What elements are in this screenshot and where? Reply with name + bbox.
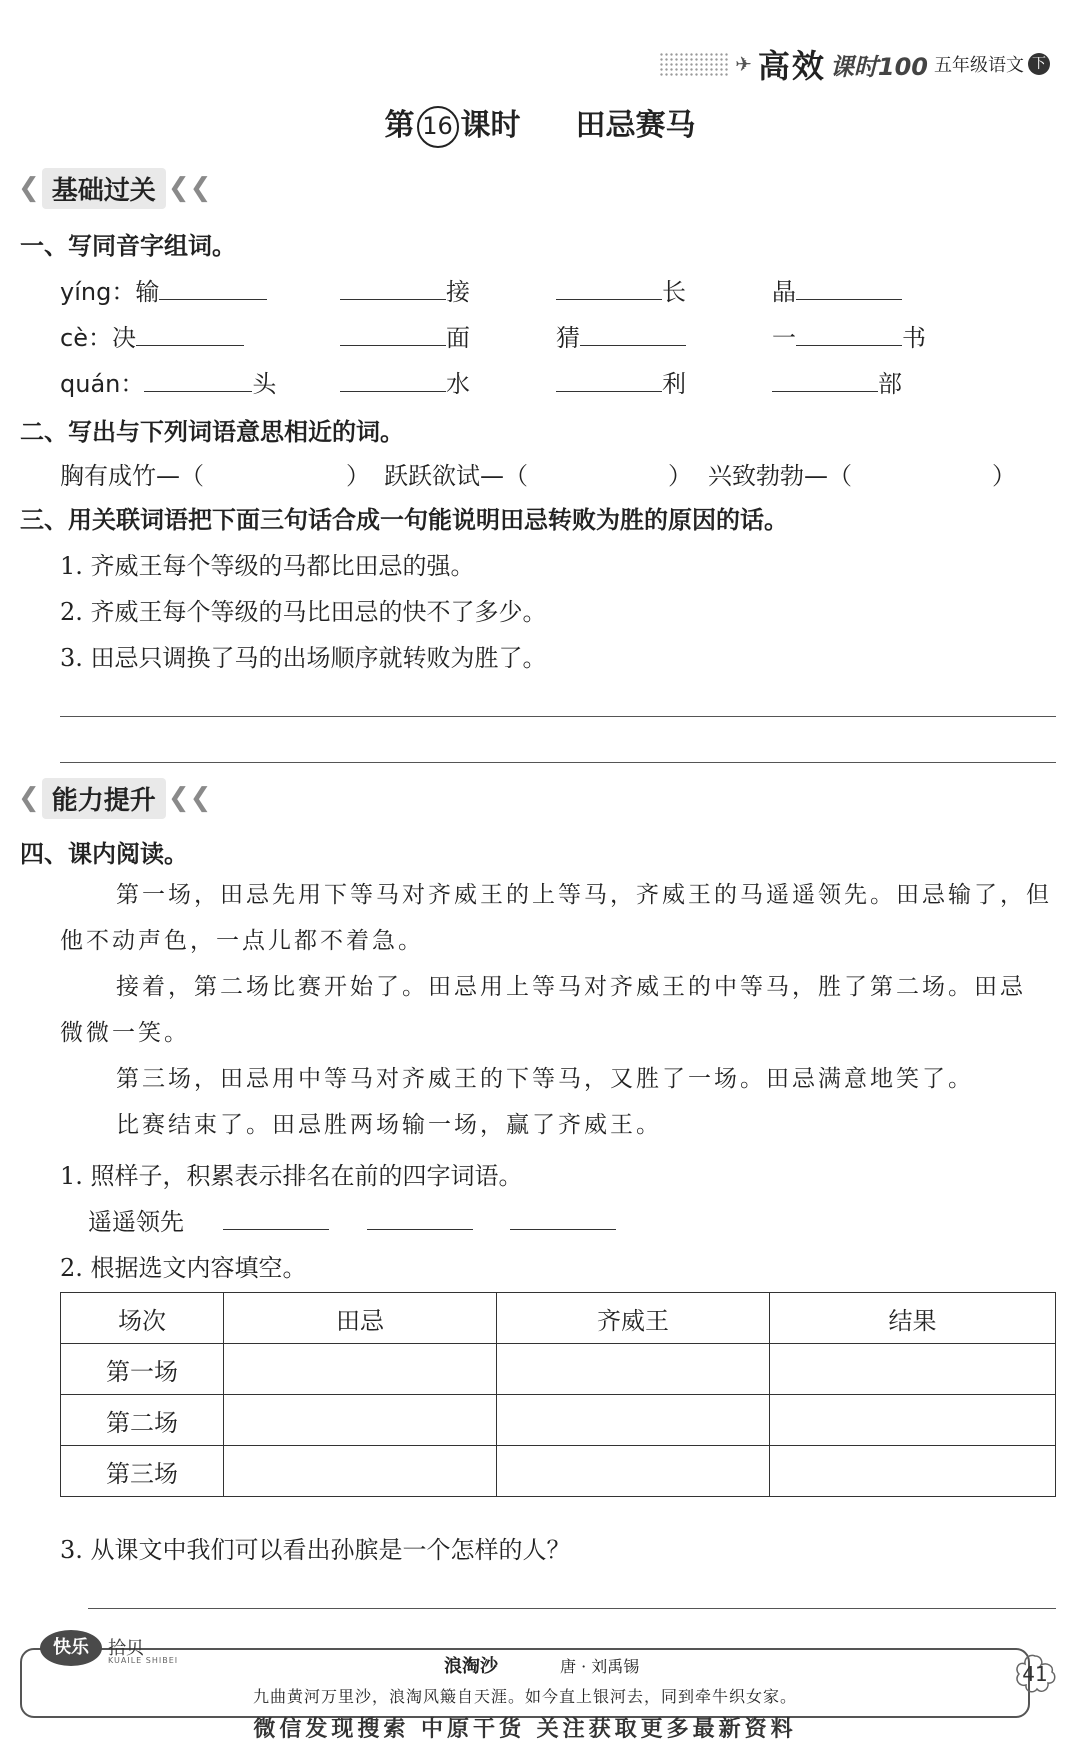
section-title: 基础过关: [42, 168, 166, 209]
question-title: 二、写出与下列词语意思相近的词。: [20, 418, 404, 446]
q1-cell: [772, 318, 926, 353]
synonym-prompt: 跃跃欲试—（: [384, 462, 528, 490]
fill-table: [60, 1292, 1056, 1497]
table-row: [61, 1344, 1056, 1395]
answer-line[interactable]: [60, 762, 1056, 763]
passage-line: 他不动声色，一点儿都不着急。: [60, 928, 424, 954]
sentence: 3. 田忌只调换了马的出场顺序就转败为胜了。: [60, 644, 547, 672]
round-label: 第三场: [61, 1446, 224, 1497]
synonym-item: [60, 456, 204, 491]
q1-cell: [556, 318, 686, 353]
blank[interactable]: [340, 319, 446, 346]
blank[interactable]: [796, 273, 902, 300]
poem-author: 唐 · 刘禹锡: [560, 1657, 640, 1676]
char: 一: [772, 324, 796, 352]
char: 书: [902, 324, 926, 352]
poem-title: 浪淘沙: [444, 1656, 498, 1677]
sub-question: 3. 从课文中我们可以看出孙膑是一个怎样的人？: [60, 1536, 571, 1564]
table-cell[interactable]: [224, 1395, 497, 1446]
q1-row-ying: [60, 272, 267, 307]
bird-icon: ✈: [735, 52, 752, 76]
table-cell[interactable]: [497, 1395, 770, 1446]
table-header: 齐威王: [497, 1293, 770, 1344]
table-cell[interactable]: [770, 1446, 1056, 1497]
question-title: 一、写同音字组词。: [20, 232, 236, 260]
shibei-label: 拾贝: [108, 1638, 144, 1659]
chevron-left-icon: ❮: [18, 783, 40, 813]
table-cell[interactable]: [497, 1446, 770, 1497]
blank[interactable]: [367, 1203, 473, 1230]
synonym-close: ）: [668, 462, 692, 490]
blank[interactable]: [136, 319, 244, 346]
q1-row-quan: [60, 364, 276, 399]
table-cell[interactable]: [224, 1344, 497, 1395]
q1-cell: [556, 364, 686, 399]
chevron-left-icon: ❮❮: [167, 783, 212, 813]
lesson-suffix: 课时: [460, 108, 521, 143]
q1-cell: [340, 318, 470, 353]
kuaile-badge: 快乐: [40, 1630, 102, 1666]
question-title: 四、课内阅读。: [20, 840, 188, 868]
table-row: [61, 1446, 1056, 1497]
section-banner-basic: [18, 166, 211, 210]
blank[interactable]: [223, 1203, 329, 1230]
passage-line: 比赛结束了。田忌胜两场输一场，赢了齐威王。: [116, 1112, 662, 1138]
table-row: [61, 1395, 1056, 1446]
table-cell[interactable]: [770, 1344, 1056, 1395]
table-header: 田忌: [224, 1293, 497, 1344]
sub-question: 2. 根据选文内容填空。: [60, 1254, 307, 1282]
char: 接: [446, 278, 470, 306]
shibei-en-label: KUAILE SHIBEI: [108, 1656, 179, 1665]
char: 部: [878, 370, 902, 398]
chevron-left-icon: ❮❮: [167, 173, 212, 203]
lesson-prefix: 第: [384, 108, 415, 143]
volume-badge: 下: [1028, 53, 1050, 75]
char: 面: [446, 324, 470, 352]
sentence: 1. 齐威王每个等级的马都比田忌的强。: [60, 552, 475, 580]
brand-main: 高效: [757, 47, 826, 85]
passage-line: 接着，第二场比赛开始了。田忌用上等马对齐威王的中等马，胜了第二场。田忌: [116, 974, 1026, 1000]
lesson-number: 16: [417, 106, 459, 148]
example-row: [88, 1202, 616, 1237]
synonym-item: [708, 456, 852, 491]
example-word: 遥遥领先: [88, 1208, 184, 1236]
round-label: 第二场: [61, 1395, 224, 1446]
lesson-title: [0, 100, 1080, 148]
section-banner-advance: [18, 776, 211, 820]
passage-line: 第三场，田忌用中等马对齐威王的下等马，又胜了一场。田忌满意地笑了。: [116, 1066, 974, 1092]
pinyin-label: cè：: [60, 324, 112, 352]
watermark-text: 微信发现搜索 中原干货 关注获取更多最新资料: [253, 1716, 797, 1742]
table-header: 结果: [770, 1293, 1056, 1344]
char: 水: [446, 370, 470, 398]
header-brand: [659, 44, 1050, 84]
q1-row-ce: [60, 318, 244, 353]
char: 利: [662, 370, 686, 398]
poem-text: 九曲黄河万里沙，浪淘风簸自天涯。如今直上银河去，同到牵牛织女家。: [252, 1687, 797, 1706]
q1-cell: [340, 364, 470, 399]
char: 猜: [556, 324, 580, 352]
q1-cell: [772, 272, 902, 307]
blank[interactable]: [796, 319, 902, 346]
blank[interactable]: [340, 273, 446, 300]
sub-question: 1. 照样子，积累表示排名在前的四字词语。: [60, 1162, 523, 1190]
blank[interactable]: [144, 365, 252, 392]
section-title: 能力提升: [42, 778, 166, 819]
char: 晶: [772, 278, 796, 306]
char: 长: [662, 278, 686, 306]
synonym-item: [384, 456, 528, 491]
chevron-left-icon: ❮: [18, 173, 40, 203]
answer-line[interactable]: [88, 1608, 1056, 1609]
blank[interactable]: [556, 273, 662, 300]
q1-cell: [340, 272, 470, 307]
sentence: 2. 齐威王每个等级的马比田忌的快不了多少。: [60, 598, 547, 626]
passage-line: 第一场，田忌先用下等马对齐威王的上等马，齐威王的马遥遥领先。田忌输了，但: [116, 882, 1052, 908]
synonym-close: ）: [346, 462, 370, 490]
blank[interactable]: [772, 365, 878, 392]
synonym-prompt: 胸有成竹—（: [60, 462, 204, 490]
blank[interactable]: [159, 273, 267, 300]
blank[interactable]: [340, 365, 446, 392]
page-number: [1010, 1652, 1060, 1696]
synonym-close: ）: [992, 462, 1016, 490]
char: 决: [111, 324, 136, 352]
dot-pattern: [659, 52, 729, 76]
grade-label: 五年级语文: [934, 55, 1024, 76]
lesson-name: 田忌赛马: [575, 108, 696, 143]
table-header: 场次: [61, 1293, 224, 1344]
table-cell[interactable]: [224, 1446, 497, 1497]
pinyin-label: yíng：: [60, 278, 136, 306]
table-header-row: [61, 1293, 1056, 1344]
blank[interactable]: [556, 365, 662, 392]
page-number-text: 41: [1022, 1662, 1048, 1686]
round-label: 第一场: [61, 1344, 224, 1395]
table-cell[interactable]: [497, 1344, 770, 1395]
reading-passage: [60, 872, 1056, 1148]
brand-sub: 课时100: [829, 52, 928, 81]
passage-line: 微微一笑。: [60, 1020, 190, 1046]
blank[interactable]: [580, 319, 686, 346]
pinyin-label: quán：: [60, 370, 145, 398]
blank[interactable]: [510, 1203, 616, 1230]
synonym-prompt: 兴致勃勃—（: [708, 462, 852, 490]
q1-cell: [772, 364, 902, 399]
answer-line[interactable]: [60, 716, 1056, 717]
table-cell[interactable]: [770, 1395, 1056, 1446]
char: 头: [252, 370, 277, 398]
question-title: 三、用关联词语把下面三句话合成一句能说明田忌转败为胜的原因的话。: [20, 506, 788, 534]
q1-cell: [556, 272, 686, 307]
char: 输: [135, 278, 160, 306]
